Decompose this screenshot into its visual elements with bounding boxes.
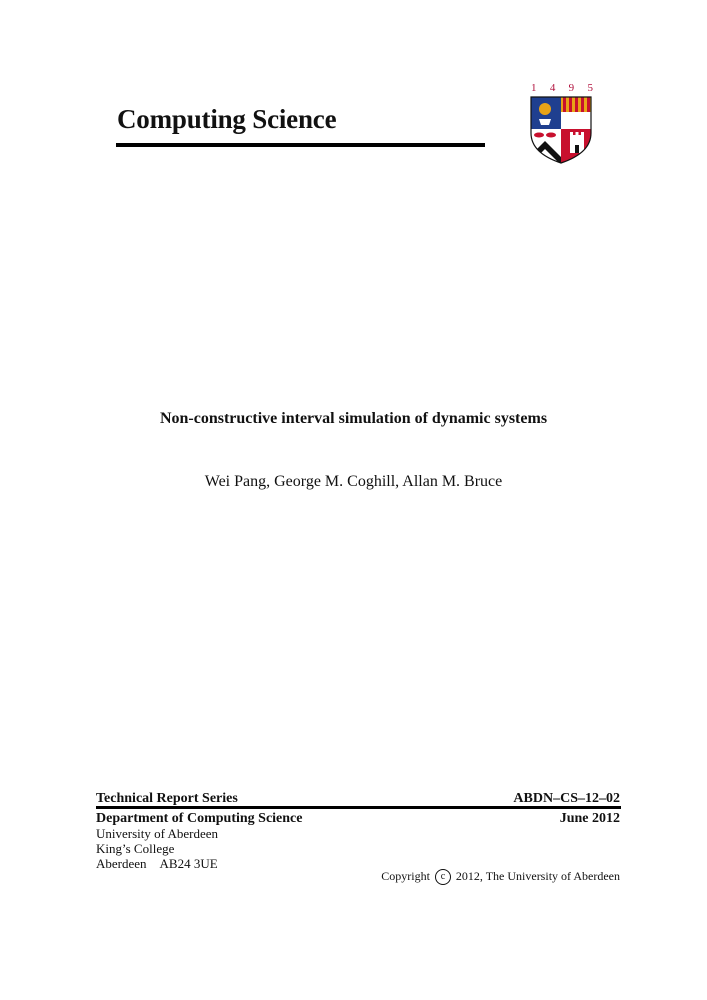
copyright-icon: c xyxy=(435,869,451,885)
crest-year-digit: 4 xyxy=(549,82,556,94)
copyright-notice xyxy=(381,869,620,885)
address-college: King’s College xyxy=(96,841,175,856)
series-title: Computing Science xyxy=(117,104,337,134)
paper-title: Non-constructive interval simulation of dynamic systems xyxy=(159,410,548,427)
department-name: Department of Computing Science xyxy=(96,811,303,826)
crest-year-digit: 5 xyxy=(587,82,593,94)
footer-rule xyxy=(96,806,621,809)
address-city-line xyxy=(96,856,218,872)
address-postcode: AB24 3UE xyxy=(159,856,218,871)
crest-year-digit: 9 xyxy=(568,82,575,94)
crest-quarter-white xyxy=(561,112,593,129)
address-university: University of Aberdeen xyxy=(96,826,219,841)
crest-years xyxy=(531,82,593,94)
report-date: June 2012 xyxy=(559,811,620,826)
header-rule xyxy=(116,143,485,147)
report-series-label: Technical Report Series xyxy=(96,791,238,806)
copyright-text: 2012, The University of Aberdeen xyxy=(455,869,620,883)
crest-year-digit: 1 xyxy=(531,82,537,94)
report-id: ABDN–CS–12–02 xyxy=(513,791,620,806)
university-crest-icon xyxy=(529,95,593,165)
address-city: Aberdeen xyxy=(96,856,147,871)
paper-authors: Wei Pang, George M. Coghill, Allan M. Bruce xyxy=(204,473,503,490)
department-row xyxy=(96,811,620,827)
copyright-prefix: Copyright xyxy=(381,869,430,883)
report-series-row xyxy=(96,791,620,807)
